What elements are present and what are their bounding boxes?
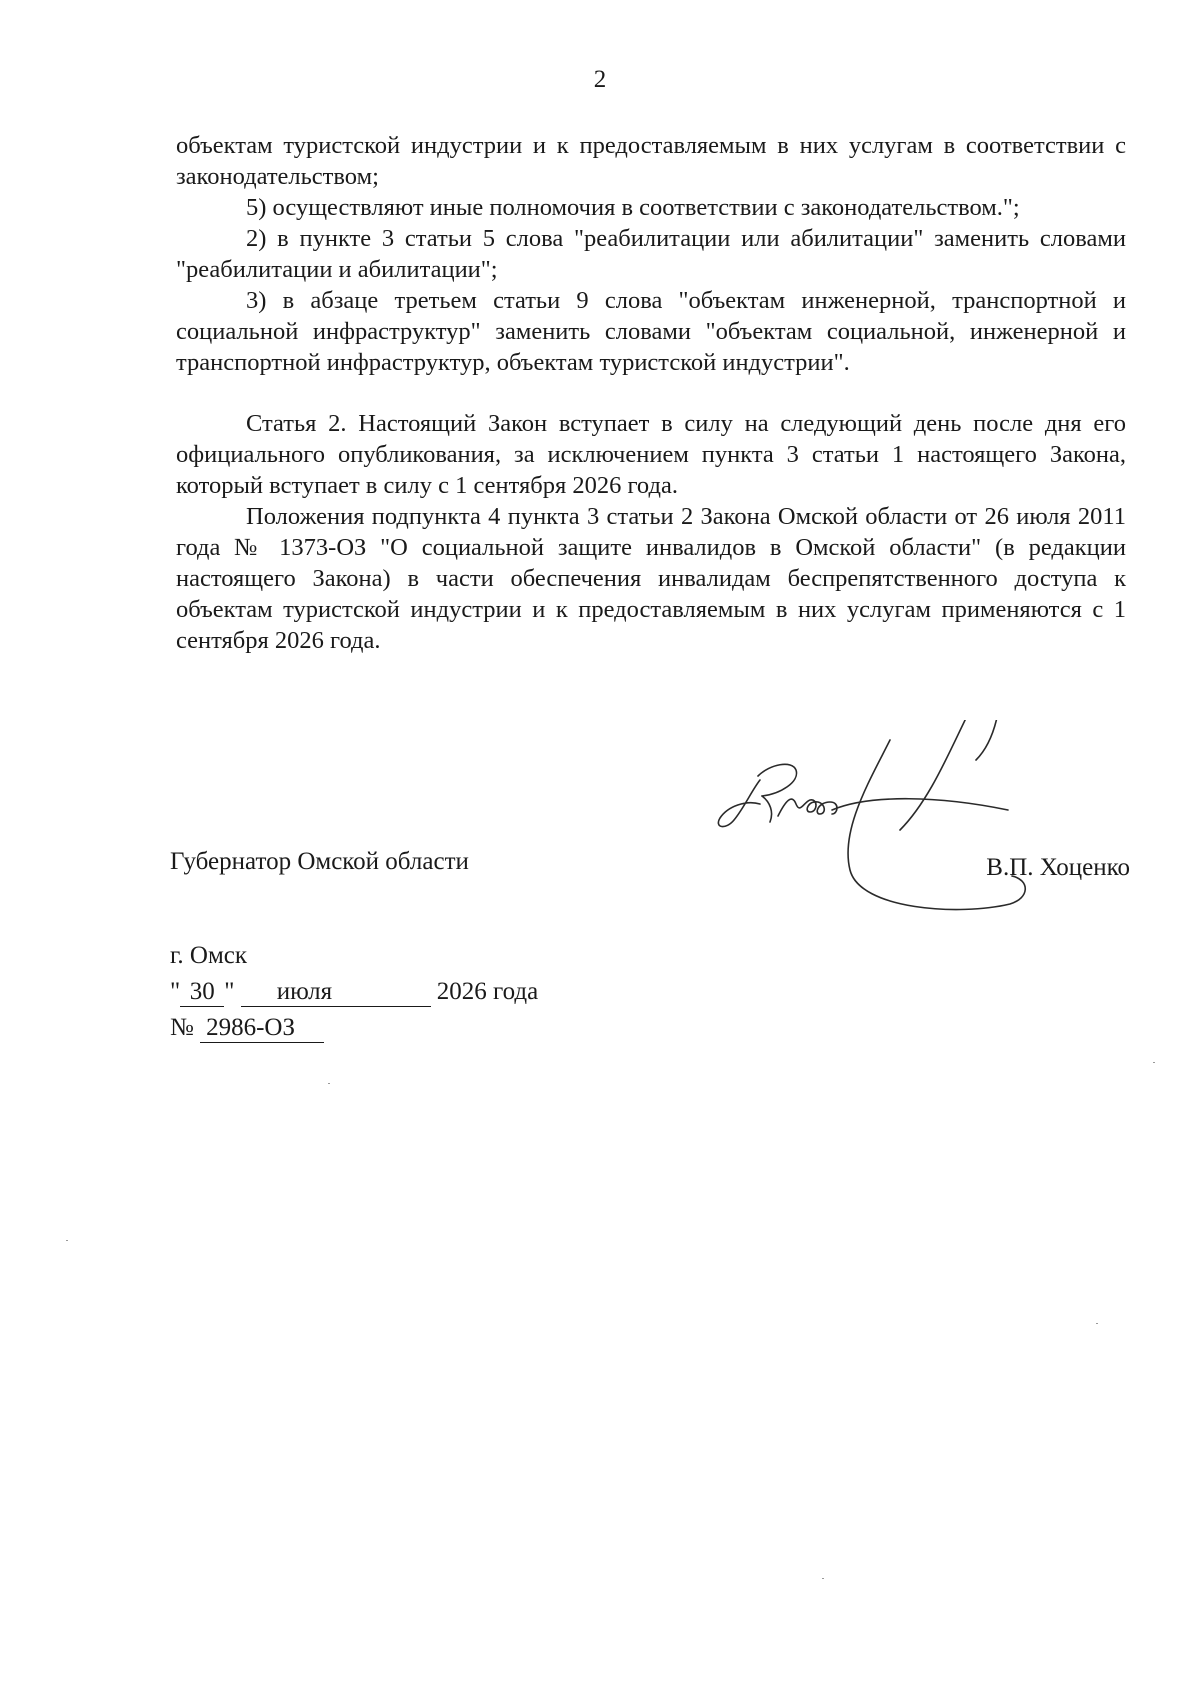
scan-speck — [822, 1578, 824, 1579]
city-line — [170, 938, 538, 974]
paragraph-item-5: 5) осуществляют иные полномочия в соответствии с законодательством."; — [246, 194, 1020, 221]
date-open-quote: " — [170, 978, 181, 1005]
paragraph-item-3: 3) в абзаце третьем статьи 9 слова "объектам инженерной, транспортной и социальной инфраструктур" заменить словами "объектам социальной, инженерной и транспортной инфраструктур, объектам туристской индустрии". — [176, 287, 1126, 376]
governor-name: В.П. Хоценко — [986, 854, 1130, 881]
page-number: 2 — [593, 66, 607, 93]
date-day: 30 — [180, 978, 224, 1007]
date-close-quote: " — [224, 978, 235, 1005]
date-line — [170, 974, 538, 1010]
governor-title: Губернатор Омской области — [170, 848, 469, 875]
date-year: 2026 года — [436, 978, 539, 1005]
signature-block — [170, 840, 1130, 900]
paragraph-provisions: Положения подпункта 4 пункта 3 статьи 2 Закона Омской области от 26 июля 2011 года № 1373-ОЗ "О социальной защите инвалидов в Омской области" (в редакции настоящего Закона) в части обеспечения инвалидам беспрепятственного доступа к объектам туристской индустрии и к предоставляемым в них услугам применяются с 1 сентября 2026 года. — [176, 503, 1126, 654]
scan-speck — [1153, 1062, 1155, 1063]
city: г. Омск — [170, 942, 248, 969]
scan-speck — [1096, 1323, 1098, 1324]
paragraph-item-2: 2) в пункте 3 статьи 5 слова "реабилитации или абилитации" заменить словами "реабилитации и абилитации"; — [176, 225, 1126, 283]
handwritten-signature — [700, 720, 1140, 940]
date-month: июля — [241, 978, 431, 1007]
scan-speck — [66, 1240, 68, 1241]
document-meta — [170, 938, 538, 1046]
number-line — [170, 1010, 538, 1046]
document-number: 2986-ОЗ — [200, 1014, 324, 1043]
scan-speck — [328, 1083, 330, 1084]
paragraph-article-2: Статья 2. Настоящий Закон вступает в силу на следующий день после дня его официального опубликования, за исключением пункта 3 статьи 1 настоящего Закона, который вступает в силу с 1 сентября 2026 года. — [176, 410, 1126, 499]
paragraph-tourism-objects: объектам туристской индустрии и к предоставляемым в них услугам в соответствии с законодательством; — [176, 132, 1126, 190]
number-sign: № — [170, 1014, 194, 1041]
document-body — [176, 130, 1126, 656]
